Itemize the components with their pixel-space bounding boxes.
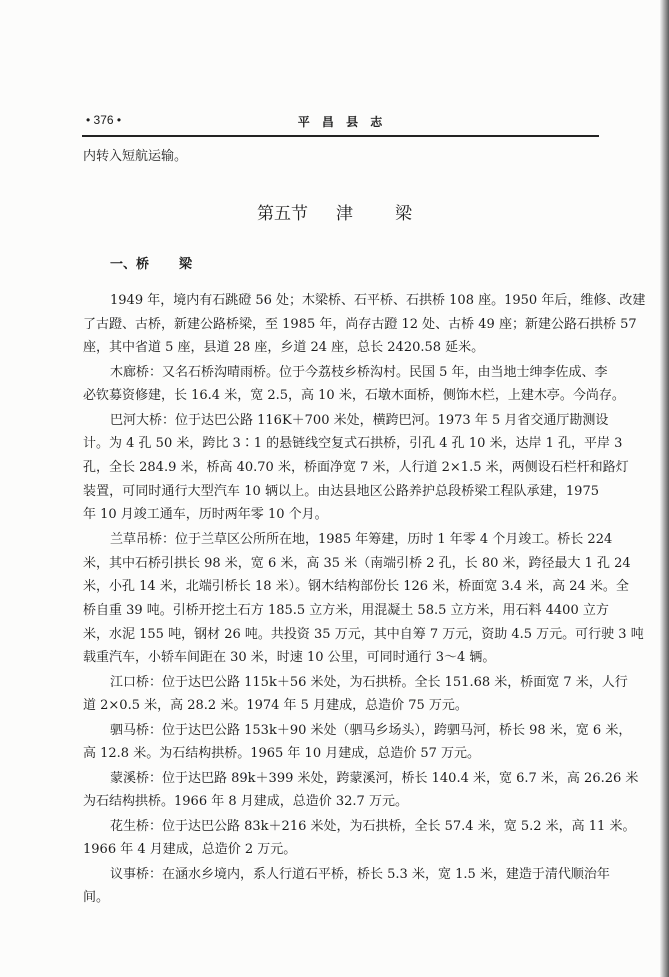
paragraph-line: 孔，全长 284.9 米，桥高 40.70 米，桥面净宽 7 米，人行道 2×1.5 米，两侧设石栏杆和路灯 <box>83 460 629 475</box>
paragraph-line: 高 12.8 米。为石结构拱桥。1965 年 10 月建成，总造价 57 万元。 <box>83 746 481 761</box>
section-number: 第五节 <box>257 204 308 224</box>
paragraph-line: 桥自重 39 吨。引桥开挖土石方 185.5 立方米，用混凝土 58.5 立方米，用石料 4400 立方 <box>83 603 609 618</box>
paragraph-line: 装置，可同时通行大型汽车 10 辆以上。由达县地区公路养护总段桥梁工程队承建，1975 <box>83 484 599 499</box>
book-title: 平 昌 县 志 <box>297 115 387 129</box>
paragraph-line: 蒙溪桥：位于达巴路 89k＋399 米处，跨蒙溪河，桥长 140.4 米，宽 6.7 米，高 26.26 米 <box>110 771 639 786</box>
paragraph-line: 巴河大桥：位于达巴公路 116K＋700 米处，横跨巴河。1973 年 5 月省交通厅勘测设 <box>110 413 609 428</box>
paragraph-line: 驷马桥：位于达巴公路 153k＋90 米处（驷马乡场头），跨驷马河，桥长 98 米，宽 6 米， <box>110 723 632 738</box>
paragraph-line: 载重汽车，小轿车间距在 30 米，时速 10 公里，可同时通行 3～4 辆。 <box>83 650 496 665</box>
paragraph-line: 必钦募资修建，长 16.4 米，宽 2.5，高 10 米，石墩木面桥，侧饰木栏，上建木亭。今尚存。 <box>83 388 625 403</box>
paragraph-line: 米，小孔 14 米，北端引桥长 18 米）。钢木结构部份长 126 米，桥面宽 3.4 米，高 24 米。全 <box>83 579 629 594</box>
subheading <box>110 253 192 272</box>
subheading-suffix: 梁 <box>179 257 193 272</box>
section-title-b: 梁 <box>395 204 412 224</box>
carryover-line: 内转入短航运输。 <box>83 149 188 164</box>
paragraph-line: 间。 <box>83 890 110 905</box>
running-header <box>86 113 598 133</box>
page-number: • 376 • <box>86 113 122 127</box>
scan-edge <box>660 0 669 977</box>
paragraph-line: 了古蹬、古桥，新建公路桥梁，至 1985 年，尚存古蹬 12 处、古桥 49 座；新建公路石拱桥 57 <box>83 317 637 332</box>
paragraph-line: 座，其中省道 5 座，县道 28 座，乡道 24 座，总长 2420.58 延米。 <box>83 340 485 355</box>
subheading-prefix: 一、桥 <box>110 257 150 272</box>
paragraph-line: 1949 年，境内有石跳磴 56 处；木梁桥、石平桥、石拱桥 108 座。1950 年后，维修、改建 <box>110 293 646 308</box>
paragraph-line: 木廊桥：又名石桥沟晴雨桥。位于今荔枝乡桥沟村。民国 5 年，由当地士绅李佐成、李 <box>110 365 608 380</box>
header-rule <box>82 135 599 137</box>
section-title <box>0 199 669 224</box>
paragraph-line: 江口桥：位于达巴公路 115k＋56 米处，为石拱桥。全长 151.68 米，桥面宽 7 米，人行 <box>110 675 628 690</box>
paragraph-line: 年 10 月竣工通车，历时两年零 10 个月。 <box>83 507 328 522</box>
paragraph-line: 兰草吊桥：位于兰草区公所所在地，1985 年筹建，历时 1 年零 4 个月竣工。桥长 224 <box>110 532 613 547</box>
paragraph-line: 米，水泥 155 吨，钢材 26 吨。共投资 35 万元，其中自筹 7 万元，资助 4.5 万元。可行驶 3 吨 <box>83 627 644 642</box>
paragraph-line: 花生桥：位于达巴公路 83k＋216 米处，为石拱桥，全长 57.4 米，宽 5.2 米，高 11 米。 <box>110 819 636 834</box>
paragraph-line: 道 2×0.5 米，高 28.2 米。1974 年 5 月建成，总造价 75 万元。 <box>83 698 468 713</box>
paragraph-line: 计。为 4 孔 50 米，跨比 3∶1 的悬链线空复式石拱桥，引孔 4 孔 10 米，达岸 1 孔，平岸 3 <box>83 436 623 451</box>
section-title-a: 津 <box>336 204 353 224</box>
paragraph-line: 米，其中石桥引拱长 98 米，宽 6 米，高 35 米（南端引桥 2 孔，长 80 米，跨径最大 1 孔 24 <box>83 556 631 571</box>
paragraph-line: 1966 年 4 月建成，总造价 2 万元。 <box>83 842 297 857</box>
paragraph-line: 为石结构拱桥。1966 年 8 月建成，总造价 32.7 万元。 <box>83 794 408 809</box>
paragraph-line: 议事桥：在涵水乡境内，系人行道石平桥，桥长 5.3 米，宽 1.5 米，建造于清代顺治年 <box>110 867 610 882</box>
